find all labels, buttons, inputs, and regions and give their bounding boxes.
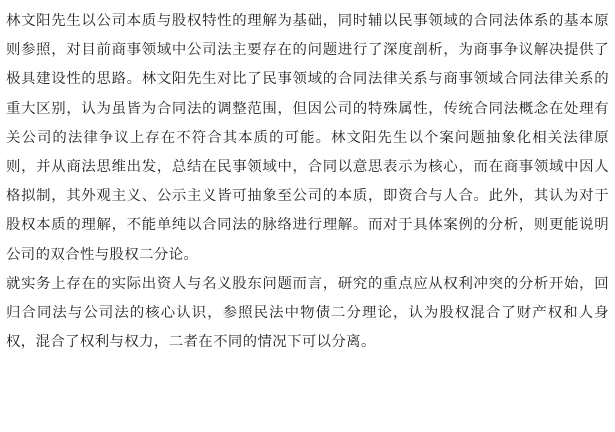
paragraph-1: 林文阳先生以公司本质与股权特性的理解为基础，同时辅以民事领域的合同法体系的基本原则参照，对目前商事领域中公司法主要存在的问题进行了深度剖析，为商事争议解决提供了极具建设性的思路。林文阳先生对比了民事领域的合同法律关系与商事领域合同法律关系的重大区别，认为虽皆为合同法的调整范围，但因公司的特殊属性，传统合同法概念在处理有关公司的法律争议上存在不符合其本质的可能。林文阳先生以个案问题抽象化相关法律原则，并从商法思维出发，总结在民事领域中，合同以意思表示为核心，而在商事领域中因人格拟制，其外观主义、公示主义皆可抽象至公司的本质，即资合与人合。此外，其认为对于股权本质的理解，不能单纯以合同法的脉络进行理解。而对于具体案例的分析，则更能说明公司的双合性与股权二分论。 bbox=[6, 13, 609, 263]
paragraph-2: 就实务上存在的实际出资人与名义股东问题而言，研究的重点应从权利冲突的分析开始，回归合同法与公司法的核心认识，参照民法中物债二分理论，认为股权混合了财产权和人身权，混合了权利与权力，二者在不同的情况下可以分离。 bbox=[6, 275, 609, 351]
